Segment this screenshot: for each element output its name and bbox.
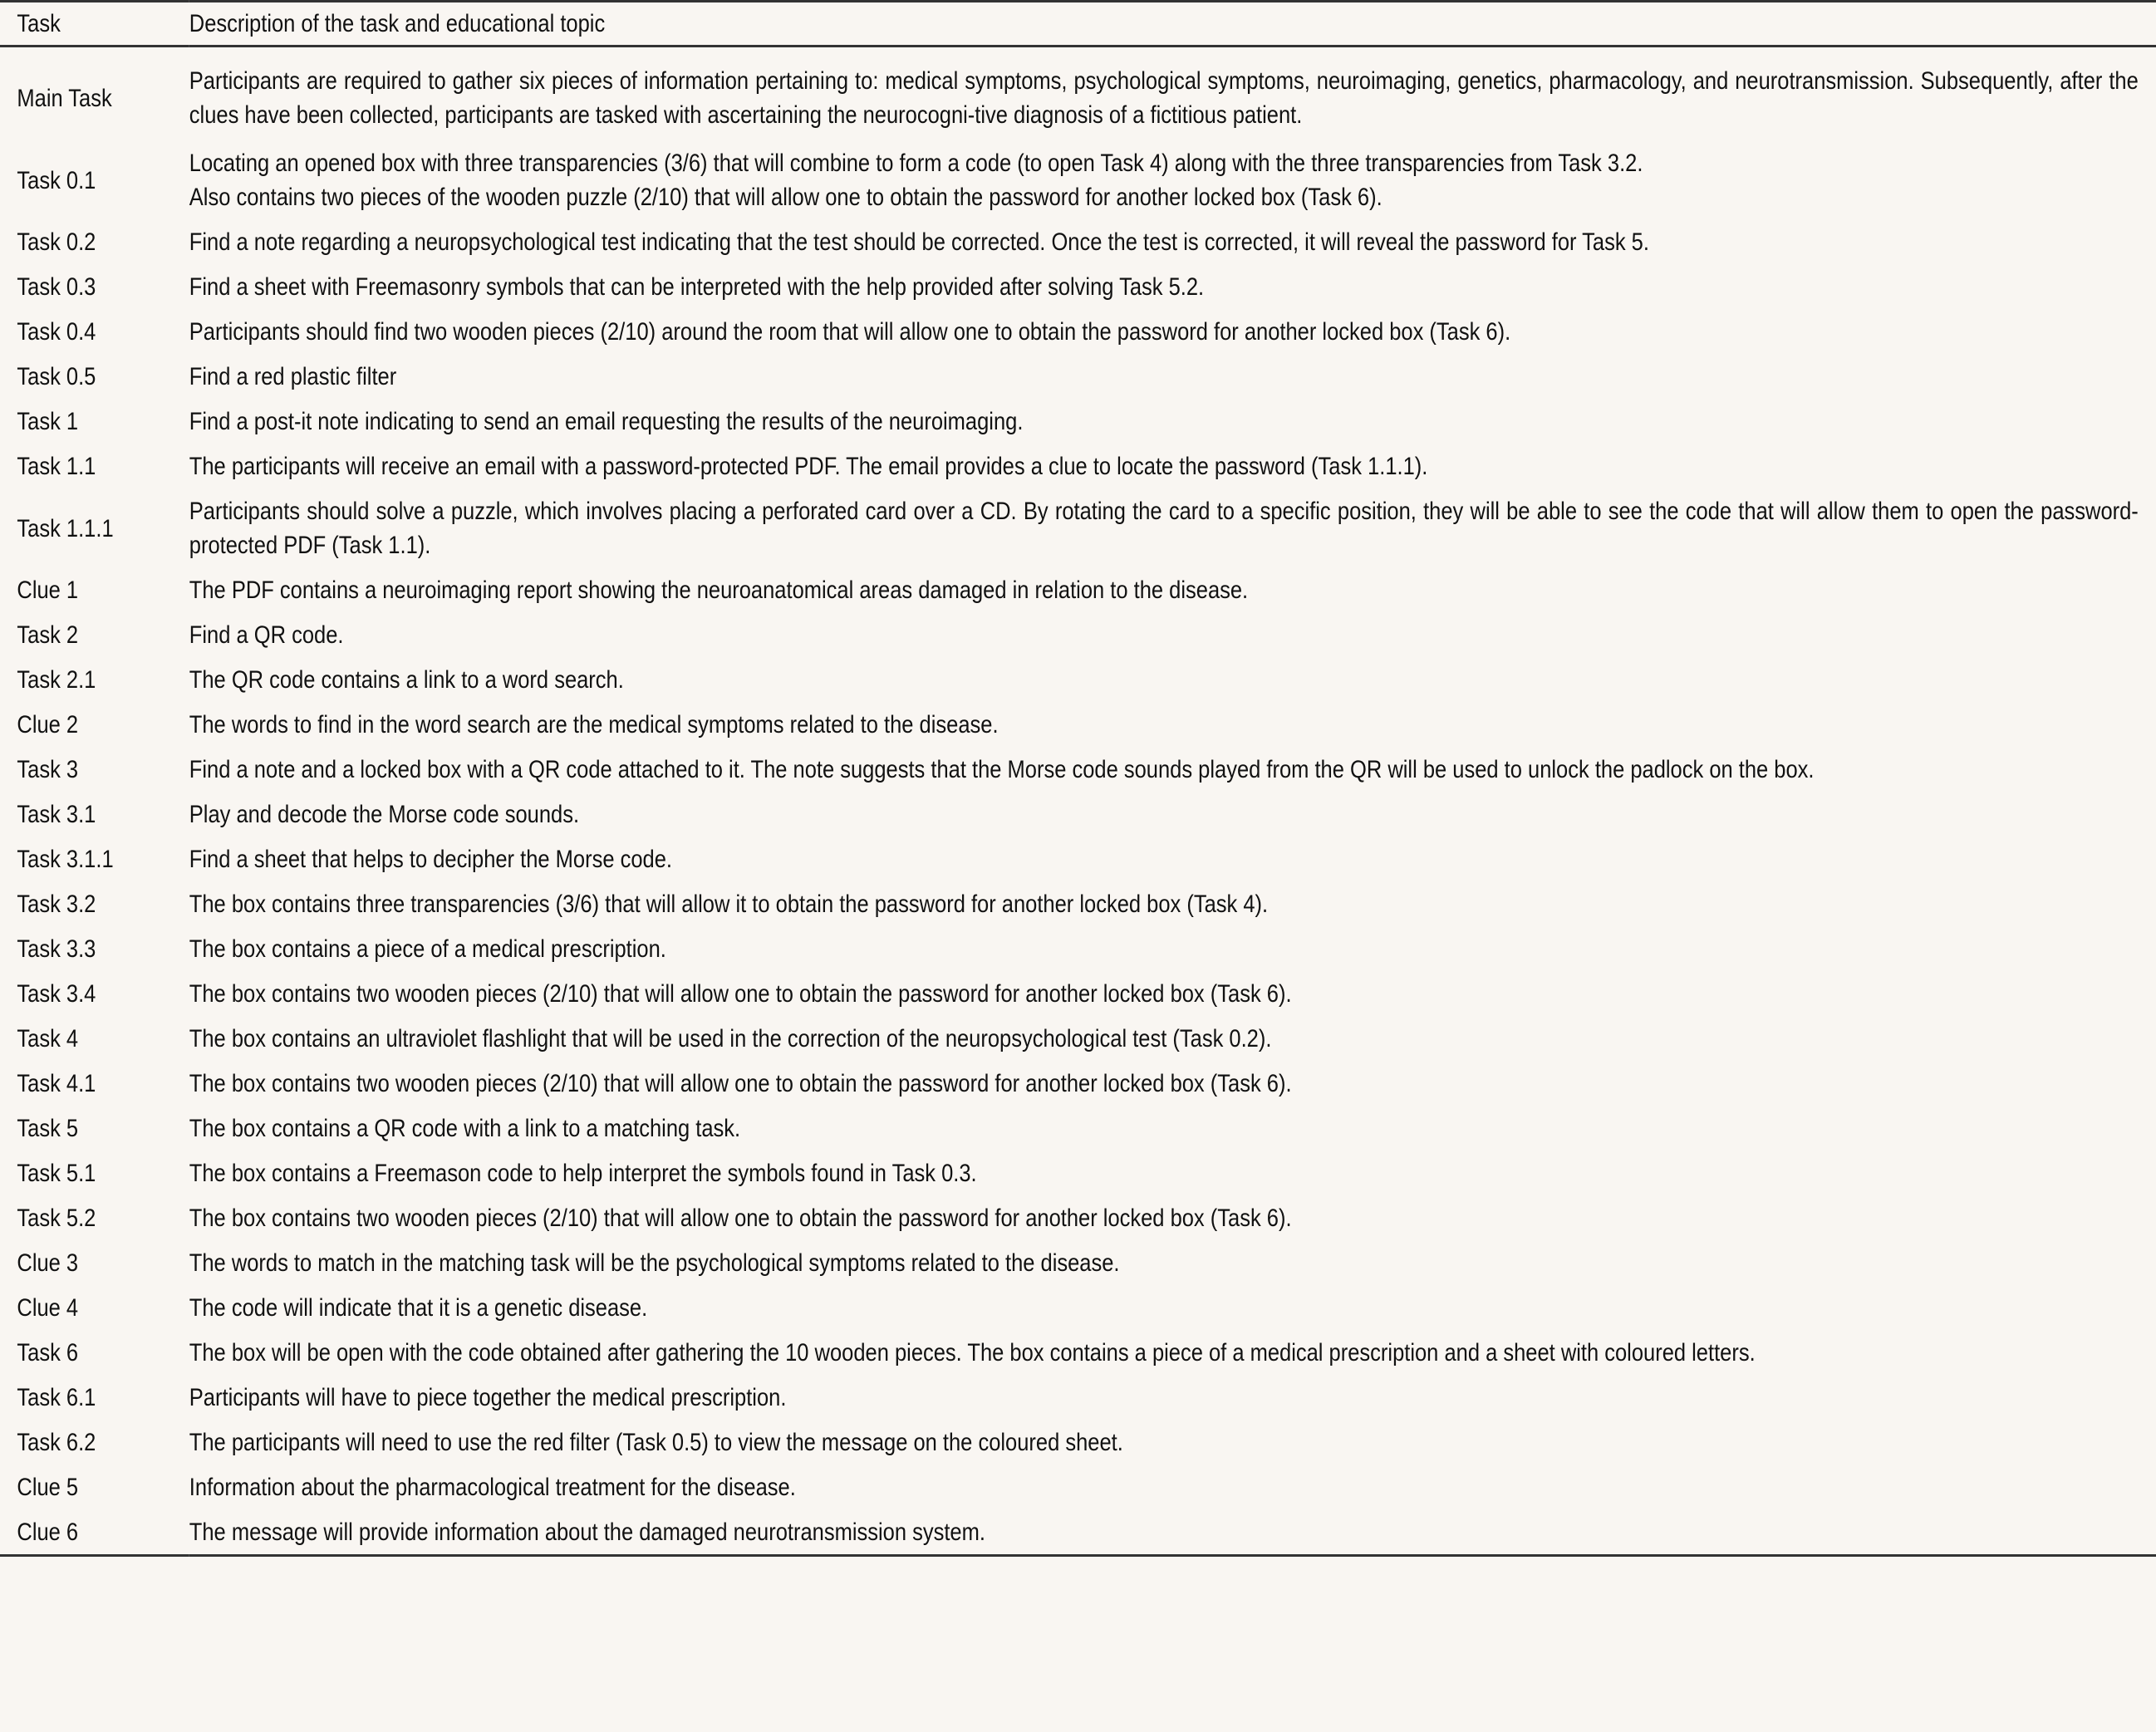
task-description-cell: [189, 702, 2156, 747]
task-description-cell: [189, 488, 2156, 567]
task-id-cell: Clue 1: [17, 577, 79, 604]
table-row: [0, 612, 2156, 657]
task-id-cell: Task 5.2: [17, 1205, 96, 1232]
table-row: [0, 1330, 2156, 1375]
task-description-cell: [189, 1330, 2156, 1375]
task-id-cell: Task 0.5: [17, 363, 96, 390]
table-row: [0, 488, 2156, 567]
task-id-cell: Task 3.4: [17, 980, 96, 1008]
task-description-cell: [189, 399, 2156, 444]
task-id-cell: Task 6.2: [17, 1429, 96, 1456]
table-row: [0, 1420, 2156, 1465]
task-description-cell: [189, 657, 2156, 702]
task-id-cell: Task 3.3: [17, 935, 96, 963]
task-description-cell: [189, 444, 2156, 488]
description-paragraph: The box contains two wooden pieces (2/10) that will allow one to obtain the password for another locked box (Task 6).: [189, 980, 1292, 1008]
task-description-cell: [189, 354, 2156, 399]
table-row: [0, 1509, 2156, 1556]
description-paragraph: Play and decode the Morse code sounds.: [189, 801, 580, 828]
task-id-cell: Task 5.1: [17, 1160, 96, 1187]
description-paragraph: Find a sheet that helps to decipher the Morse code.: [189, 846, 672, 873]
description-paragraph: The box contains three transparencies (3/6) that will allow it to obtain the password for another locked box (Task 4).: [189, 891, 1269, 918]
description-paragraph: The words to find in the word search are the medical symptoms related to the disease.: [189, 711, 999, 738]
task-id-cell: Task 2.1: [17, 666, 96, 694]
table-body: [0, 47, 2156, 1556]
table-row: [0, 881, 2156, 926]
task-id-cell: Task 0.1: [17, 166, 96, 194]
table-row: [0, 971, 2156, 1016]
table-row: [0, 264, 2156, 309]
task-description-cell: [189, 309, 2156, 354]
task-id-cell: Main Task: [17, 84, 112, 112]
task-id-cell: Task 6: [17, 1339, 79, 1366]
table-row: [0, 1106, 2156, 1151]
task-description-cell: [189, 1016, 2156, 1061]
task-id-cell: Task 3: [17, 756, 79, 783]
description-paragraph: The PDF contains a neuroimaging report showing the neuroanatomical areas damaged in relation to the disease.: [189, 577, 1249, 604]
table-row: [0, 47, 2156, 141]
table-row: [0, 309, 2156, 354]
table-row: [0, 1465, 2156, 1509]
task-id-cell: Task 3.2: [17, 891, 96, 918]
description-paragraph: The code will indicate that it is a genetic disease.: [189, 1294, 648, 1322]
task-description-cell: [189, 1509, 2156, 1556]
task-description-cell: [189, 1106, 2156, 1151]
description-paragraph: Find a red plastic filter: [189, 363, 397, 390]
description-paragraph: The box contains a Freemason code to help interpret the symbols found in Task 0.3.: [189, 1160, 977, 1187]
header-description: Description of the task and educational topic: [189, 10, 606, 37]
table-row: [0, 792, 2156, 837]
description-paragraph: The box contains a piece of a medical prescription.: [189, 935, 666, 963]
task-id-cell: Clue 6: [17, 1519, 79, 1546]
table-row: [0, 219, 2156, 264]
description-paragraph: The box will be open with the code obtained after gathering the 10 wooden pieces. The box contains a piece of a medical prescription and a sheet with coloured letters.: [189, 1339, 1756, 1366]
table-header-row: [0, 2, 2156, 47]
task-id-cell: Clue 2: [17, 711, 79, 738]
table-row: [0, 399, 2156, 444]
task-id-cell: Task 3.1.1: [17, 846, 114, 873]
table-row: [0, 1061, 2156, 1106]
task-description-cell: [189, 264, 2156, 309]
task-description-cell: [189, 1240, 2156, 1285]
task-id-cell: Task 0.4: [17, 318, 96, 346]
description-paragraph: Find a note and a locked box with a QR code attached to it. The note suggests that the Morse code sounds played from the QR will be used to unlock the padlock on the box.: [189, 756, 1815, 783]
task-id-cell: Task 6.1: [17, 1384, 96, 1411]
description-paragraph: The participants will receive an email with a password-protected PDF. The email provides a clue to locate the password (Task 1.1.1).: [189, 453, 1428, 480]
task-description-cell: [189, 567, 2156, 612]
task-id-cell: Task 5: [17, 1115, 79, 1142]
task-description-cell: [189, 1195, 2156, 1240]
task-id-cell: Task 2: [17, 621, 79, 649]
table-row: [0, 657, 2156, 702]
description-paragraph: Find a sheet with Freemasonry symbols that can be interpreted with the help provided after solving Task 5.2.: [189, 273, 1205, 301]
description-paragraph: The box contains two wooden pieces (2/10) that will allow one to obtain the password for another locked box (Task 6).: [189, 1070, 1292, 1097]
table-row: [0, 1016, 2156, 1061]
task-description-cell: [189, 837, 2156, 881]
table-row: [0, 837, 2156, 881]
task-description-cell: [189, 1420, 2156, 1465]
task-description-cell: [189, 747, 2156, 792]
description-paragraph: The message will provide information about the damaged neurotransmission system.: [189, 1519, 985, 1546]
description-paragraph: Participants should find two wooden pieces (2/10) around the room that will allow one to obtain the password for another locked box (Task 6).: [189, 318, 1511, 346]
description-paragraph: Participants should solve a puzzle, which involves placing a perforated card over a CD. By rotating the card to a specific position, they will be able to see the code that will allow them to open the password-protected PDF (Task 1.1).: [189, 498, 2139, 559]
table-row: [0, 1151, 2156, 1195]
task-id-cell: Task 4.1: [17, 1070, 96, 1097]
task-description-cell: [189, 792, 2156, 837]
task-id-cell: Task 0.3: [17, 273, 96, 301]
task-id-cell: Task 1: [17, 408, 79, 435]
task-description-cell: [189, 1285, 2156, 1330]
task-id-cell: Task 3.1: [17, 801, 96, 828]
table-row: [0, 747, 2156, 792]
table-row: [0, 140, 2156, 219]
header-task: Task: [17, 10, 61, 37]
task-description-cell: [189, 1375, 2156, 1420]
task-description-cell: [189, 47, 2156, 141]
task-id-cell: Clue 4: [17, 1294, 79, 1322]
description-paragraph: The box contains an ultraviolet flashlight that will be used in the correction of the neuropsychological test (Task 0.2).: [189, 1025, 1272, 1052]
description-paragraph: Participants are required to gather six pieces of information pertaining to: medical symptoms, psychological symptoms, neuroimaging, genetics, pharmacology, and neurotransmission. Subsequently, after the clues have been collected, participants are tasked with ascertaining the neurocogni-tive diagnosis of a fictitious patient.: [189, 67, 2139, 129]
table-row: [0, 926, 2156, 971]
task-id-cell: Clue 3: [17, 1249, 79, 1277]
description-paragraph: The QR code contains a link to a word search.: [189, 666, 624, 694]
task-description-cell: [189, 1061, 2156, 1106]
description-paragraph: Find a note regarding a neuropsychological test indicating that the test should be corrected. Once the test is corrected, it will reveal the password for Task 5.: [189, 228, 1649, 256]
table-row: [0, 354, 2156, 399]
table-row: [0, 444, 2156, 488]
table-row: [0, 1285, 2156, 1330]
task-description-cell: [189, 1465, 2156, 1509]
description-paragraph: The participants will need to use the red filter (Task 0.5) to view the message on the coloured sheet.: [189, 1429, 1123, 1456]
task-id-cell: Clue 5: [17, 1474, 79, 1501]
task-description-cell: [189, 612, 2156, 657]
task-id-cell: Task 4: [17, 1025, 79, 1052]
task-description-cell: [189, 1151, 2156, 1195]
description-paragraph: Participants will have to piece together the medical prescription.: [189, 1384, 787, 1411]
task-id-cell: Task 0.2: [17, 228, 96, 256]
task-description-cell: [189, 219, 2156, 264]
description-paragraph: Information about the pharmacological treatment for the disease.: [189, 1474, 796, 1501]
table-row: [0, 1195, 2156, 1240]
task-id-cell: Task 1.1: [17, 453, 96, 480]
table-row: [0, 1240, 2156, 1285]
table-row: [0, 567, 2156, 612]
table-row: [0, 1375, 2156, 1420]
description-paragraph: The words to match in the matching task will be the psychological symptoms related to the disease.: [189, 1249, 1120, 1277]
description-paragraph: The box contains two wooden pieces (2/10) that will allow one to obtain the password for another locked box (Task 6).: [189, 1205, 1292, 1232]
task-description-cell: [189, 881, 2156, 926]
task-id-cell: Task 1.1.1: [17, 514, 114, 542]
task-description-cell: [189, 926, 2156, 971]
description-paragraph: Find a post-it note indicating to send an email requesting the results of the neuroimaging.: [189, 408, 1024, 435]
description-paragraph: Also contains two pieces of the wooden puzzle (2/10) that will allow one to obtain the password for another locked box (Task 6).: [189, 184, 1382, 211]
description-paragraph: The box contains a QR code with a link to a matching task.: [189, 1115, 741, 1142]
description-paragraph: Find a QR code.: [189, 621, 344, 649]
task-description-cell: [189, 971, 2156, 1016]
table-row: [0, 702, 2156, 747]
task-description-cell: [189, 140, 2156, 219]
description-paragraph: Locating an opened box with three transparencies (3/6) that will combine to form a code (to open Task 4) along with the three transparencies from Task 3.2.: [189, 150, 1643, 177]
